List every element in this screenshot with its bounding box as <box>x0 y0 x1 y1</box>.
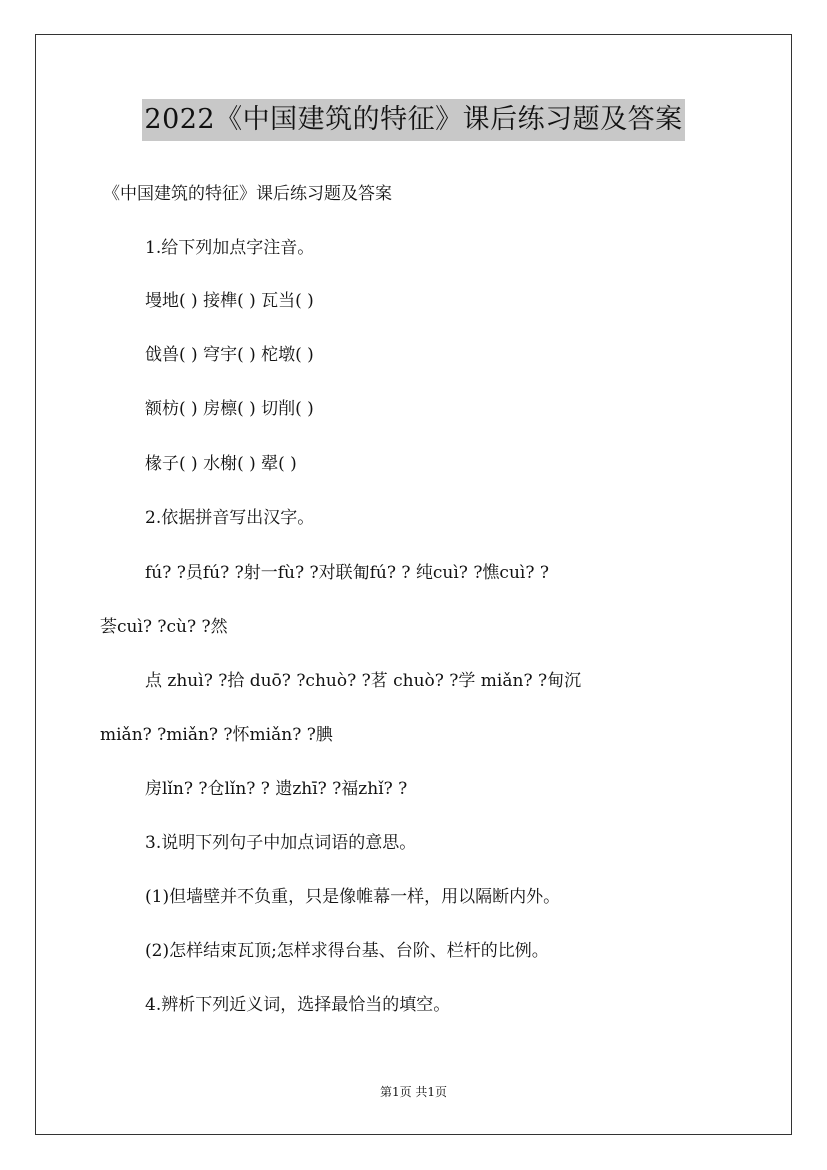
question-3-item-1: (1)但墙壁并不负重，只是像帷幕一样，用以隔断内外。 <box>145 887 561 907</box>
document-title: 2022《中国建筑的特征》课后练习题及答案 <box>142 99 684 141</box>
hanzi-row-3: 房lǐn? ?仓lǐn? ? 遗zhī? ?福zhǐ? ? <box>145 779 408 799</box>
hanzi-row-1: fú? ?员fú? ?射一fù? ?对联匍fú? ? 纯cuì? ?憔cuì? ? <box>145 563 549 583</box>
question-4-heading: 4.辨析下列近义词，选择最恰当的填空。 <box>145 995 451 1015</box>
subtitle-line: 《中国建筑的特征》课后练习题及答案 <box>103 184 392 204</box>
hanzi-row-1-cont: 荟cuì? ?cù? ?然 <box>100 617 228 637</box>
page-footer: 第1页 共1页 <box>379 1085 448 1099</box>
pinyin-row-4: 椽子( ) 水榭( ) 翚( ) <box>145 454 297 474</box>
hanzi-row-2: 点 zhuì? ?拾 duō? ?chuò? ?茗 chuò? ?学 miǎn? ?甸沉 <box>145 671 582 691</box>
question-2-heading: 2.依据拼音写出汉字。 <box>145 508 315 528</box>
pinyin-row-3: 额枋( ) 房檩( ) 切削( ) <box>145 399 314 419</box>
pinyin-row-2: 戗兽( ) 穹宇( ) 柁墩( ) <box>145 345 314 365</box>
title-wrap <box>0 99 827 141</box>
hanzi-row-2-cont: miǎn? ?miǎn? ?怀miǎn? ?腆 <box>100 725 333 745</box>
question-1-heading: 1.给下列加点字注音。 <box>145 238 315 258</box>
question-3-heading: 3.说明下列句子中加点词语的意思。 <box>145 833 417 853</box>
pinyin-row-1: 墁地( ) 接榫( ) 瓦当( ) <box>145 291 314 311</box>
question-3-item-2: (2)怎样结束瓦顶;怎样求得台基、台阶、栏杆的比例。 <box>145 941 549 961</box>
